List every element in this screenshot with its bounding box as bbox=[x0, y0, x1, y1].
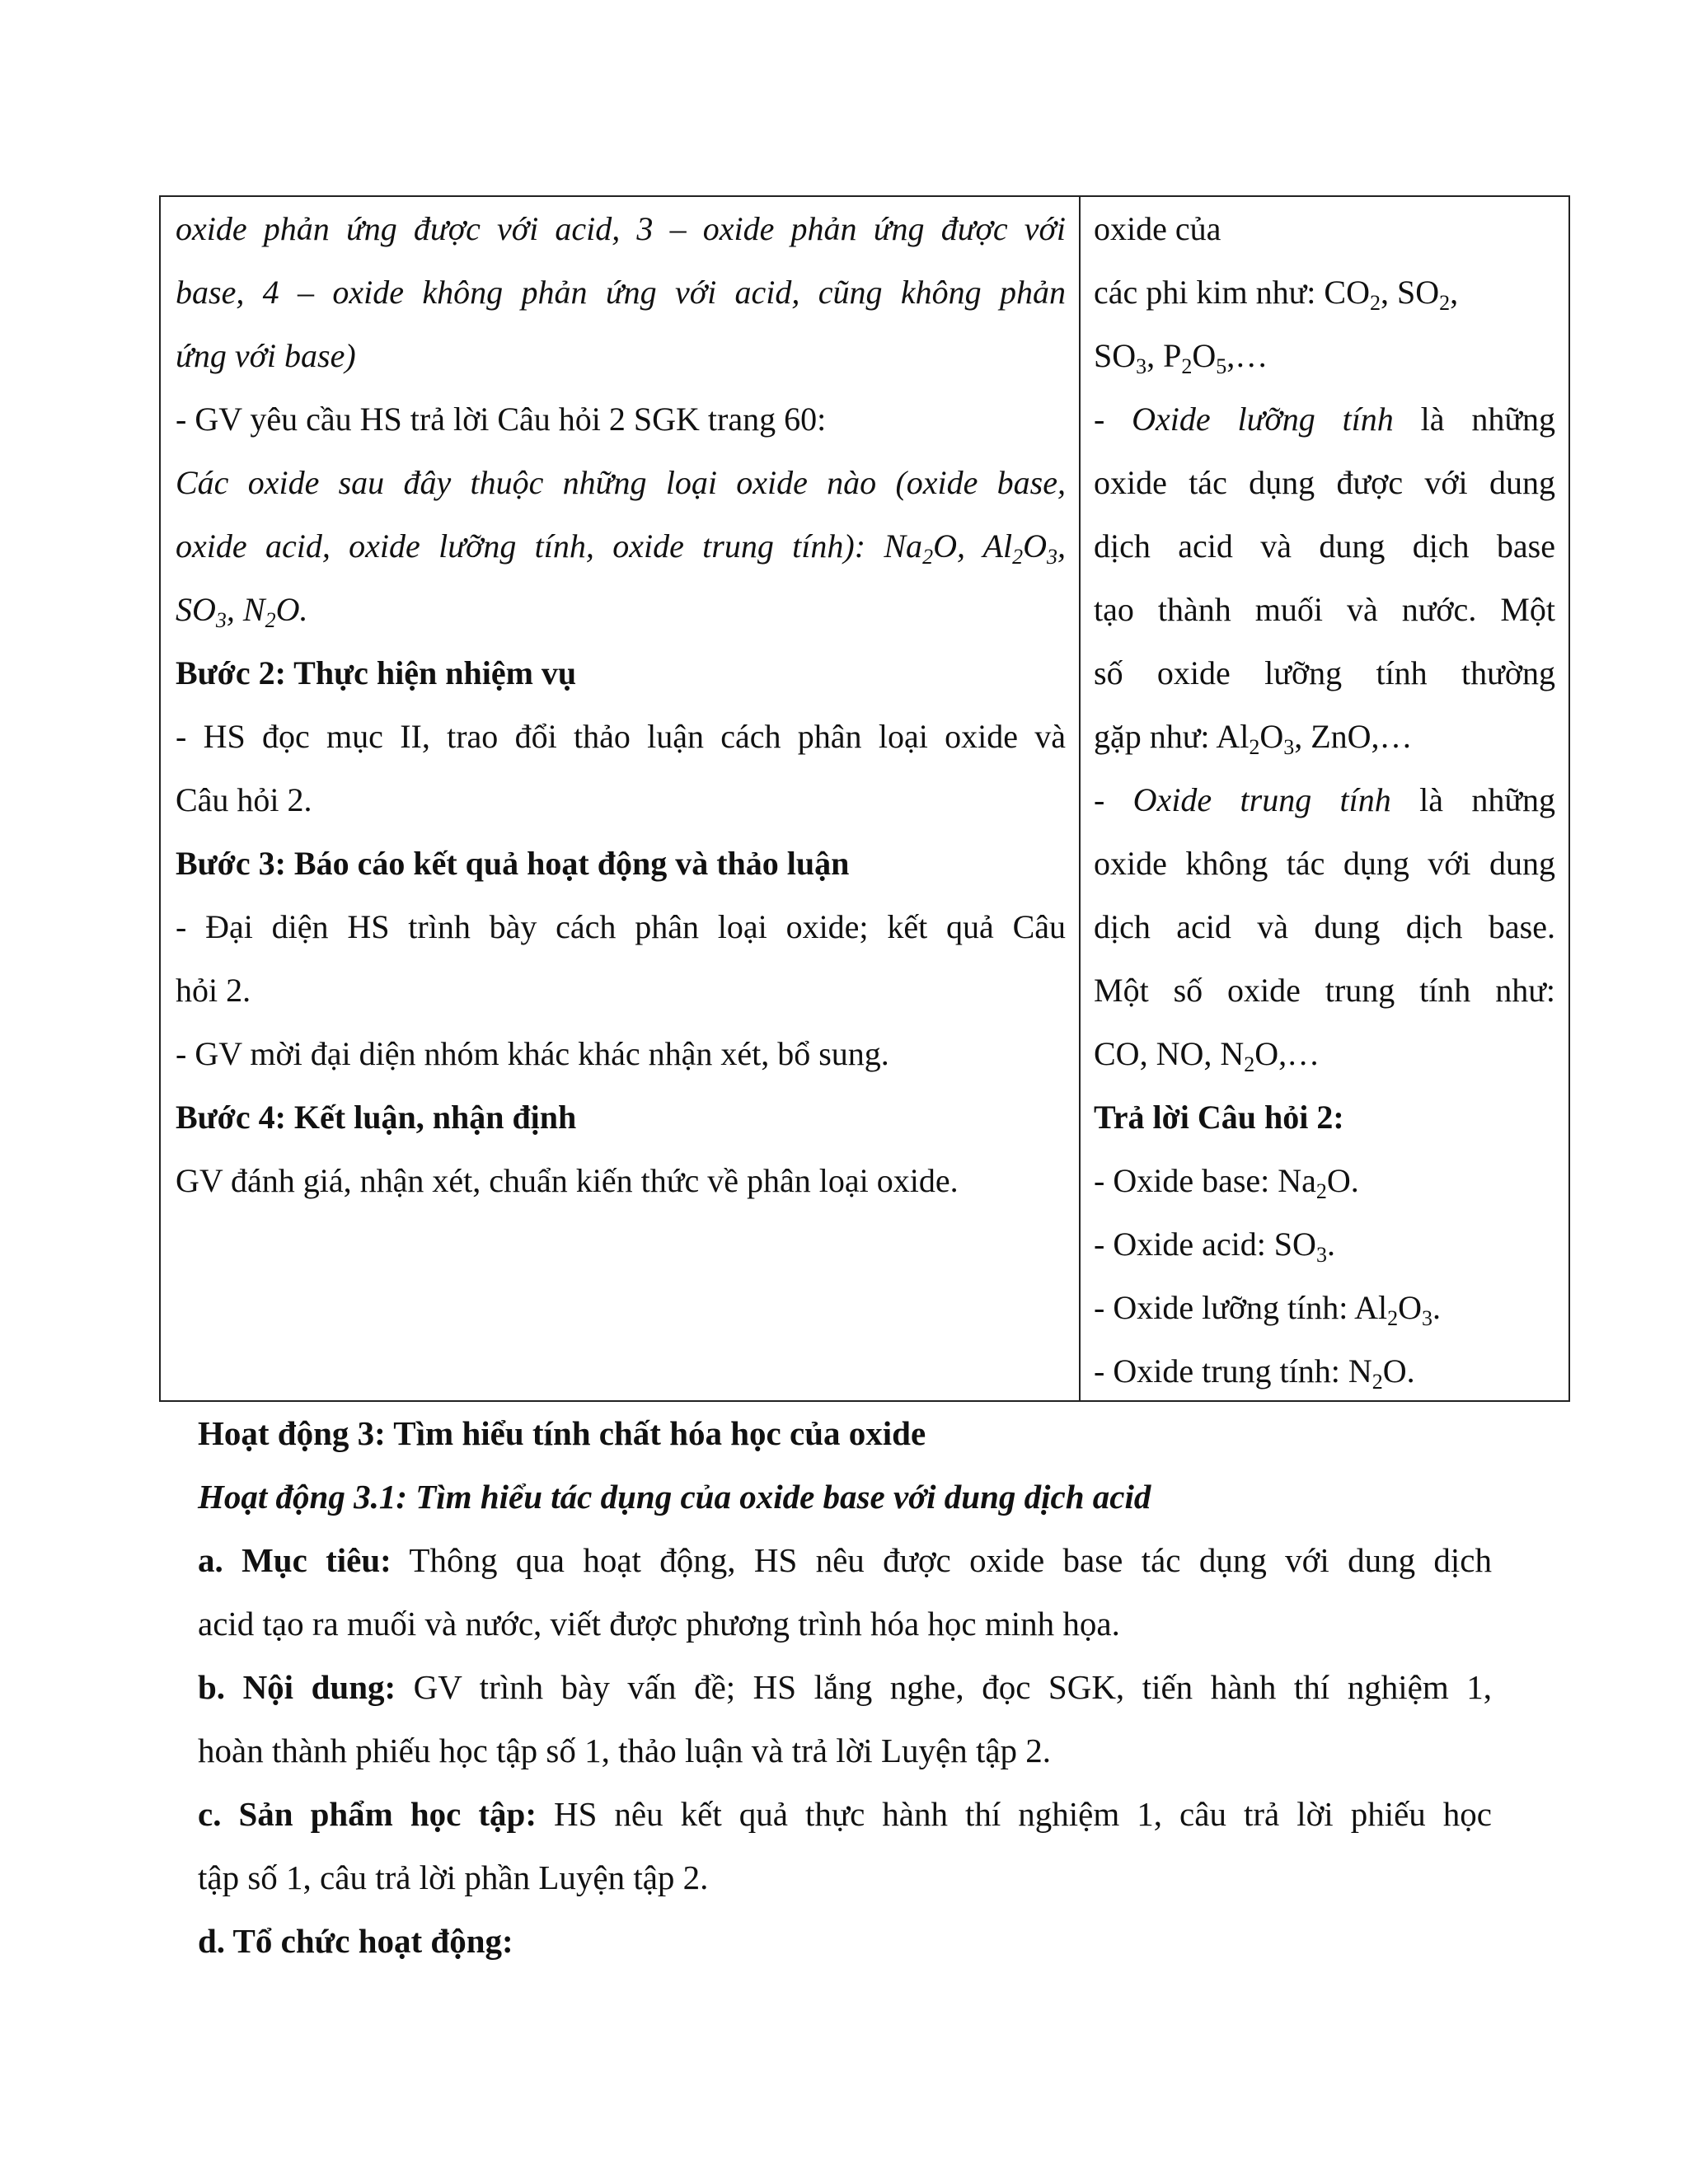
left-line-4: - GV yêu cầu HS trả lời Câu hỏi 2 SGK trang 60: bbox=[176, 401, 827, 438]
right-line-1: oxide của bbox=[1094, 210, 1221, 247]
left-line-3: ứng với base) bbox=[176, 337, 356, 374]
right-line-8: số oxide lưỡng tính thường bbox=[1094, 654, 1555, 691]
right-line-7: tạo thành muối và nước. Một bbox=[1094, 591, 1555, 628]
right-line-3: $SO_3$, $P_2O_5,\dots$ bbox=[1094, 337, 1268, 378]
left-line-2: base, 4 – oxide không phản ứng với acid, cũng không phản bbox=[176, 274, 1066, 311]
activity-3-section bbox=[198, 1402, 1492, 1973]
content-line-2: hoàn thành phiếu học tập số 1, thảo luận và trả lời Luyện tập 2. bbox=[198, 1732, 1052, 1769]
right-line-4: - Oxide lưỡng tính là những bbox=[1094, 401, 1556, 438]
objective-line-1: a. Mục tiêu: Thông qua hoạt động, HS nêu được oxide base tác dụng với dung dịch bbox=[198, 1541, 1492, 1579]
left-line-9: - HS đọc mục II, trao đổi thảo luận cách phân loại oxide và bbox=[176, 718, 1066, 755]
answer-oxide-base: - Oxide base: $Na_2O$. bbox=[1094, 1162, 1359, 1203]
teacher-activity-column bbox=[161, 197, 1081, 1400]
left-line-10: Câu hỏi 2. bbox=[176, 781, 312, 818]
left-line-7: $SO_3$, $N_2O$. bbox=[176, 591, 308, 632]
right-line-12: dịch acid và dung dịch base. bbox=[1094, 908, 1555, 945]
product-line-2: tập số 1, câu trả lời phần Luyện tập 2. bbox=[198, 1858, 709, 1896]
answer-oxide-amphoteric: - Oxide lưỡng tính: $Al_2O_3$. bbox=[1094, 1289, 1442, 1330]
step-4-heading: Bước 4: Kết luận, nhận định bbox=[176, 1099, 577, 1136]
product-line-1: c. Sản phẩm học tập: HS nêu kết quả thực hành thí nghiệm 1, câu trả lời phiếu học bbox=[198, 1795, 1492, 1833]
right-line-14: CO, NO, $N_2O,\dots$ bbox=[1094, 1035, 1320, 1076]
objective-line-2: acid tạo ra muối và nước, viết được phương trình hóa học minh họa. bbox=[198, 1605, 1120, 1643]
answer-heading: Trả lời Câu hỏi 2: bbox=[1094, 1099, 1344, 1136]
right-line-5: oxide tác dụng được với dung bbox=[1094, 464, 1555, 501]
left-line-16: GV đánh giá, nhận xét, chuẩn kiến thức về phân loại oxide. bbox=[176, 1162, 959, 1199]
step-3-heading: Bước 3: Báo cáo kết quả hoạt động và thảo luận bbox=[176, 845, 850, 882]
answer-oxide-acid: - Oxide acid: $SO_3$. bbox=[1094, 1226, 1335, 1267]
left-line-1: oxide phản ứng được với acid, 3 – oxide phản ứng được với bbox=[176, 210, 1066, 247]
left-line-6: oxide acid, oxide lưỡng tính, oxide trung tính): $Na_2O$, $Al_2O_3$, bbox=[176, 527, 1066, 569]
left-line-12: - Đại diện HS trình bày cách phân loại oxide; kết quả Câu bbox=[176, 908, 1066, 945]
right-line-9: gặp như: $Al_2O_3$, ZnO,… bbox=[1094, 718, 1413, 759]
content-line-1: b. Nội dung: GV trình bày vấn đề; HS lắng nghe, đọc SGK, tiến hành thí nghiệm 1, bbox=[198, 1668, 1492, 1706]
right-line-2: các phi kim như: $CO_2$, $SO_2$, bbox=[1094, 274, 1459, 315]
left-line-5: Các oxide sau đây thuộc những loại oxide nào (oxide base, bbox=[176, 464, 1066, 501]
right-line-13: Một số oxide trung tính như: bbox=[1094, 972, 1555, 1009]
step-2-heading: Bước 2: Thực hiện nhiệm vụ bbox=[176, 654, 577, 691]
right-line-10: - Oxide trung tính là những bbox=[1094, 781, 1556, 818]
right-line-11: oxide không tác dụng với dung bbox=[1094, 845, 1555, 882]
lesson-table bbox=[159, 195, 1570, 1402]
right-line-6: dịch acid và dung dịch base bbox=[1094, 527, 1555, 565]
section-heading: Hoạt động 3: Tìm hiểu tính chất hóa học của oxide bbox=[198, 1414, 926, 1452]
left-line-13: hỏi 2. bbox=[176, 972, 251, 1009]
left-line-14: - GV mời đại diện nhóm khác khác nhận xét, bổ sung. bbox=[176, 1035, 889, 1072]
answer-oxide-neutral: - Oxide trung tính: $N_2O$. bbox=[1094, 1352, 1415, 1394]
organization-heading: d. Tổ chức hoạt động: bbox=[198, 1922, 513, 1960]
student-product-column bbox=[1081, 197, 1568, 1400]
section-subheading: Hoạt động 3.1: Tìm hiểu tác dụng của oxide base với dung dịch acid bbox=[198, 1478, 1151, 1516]
